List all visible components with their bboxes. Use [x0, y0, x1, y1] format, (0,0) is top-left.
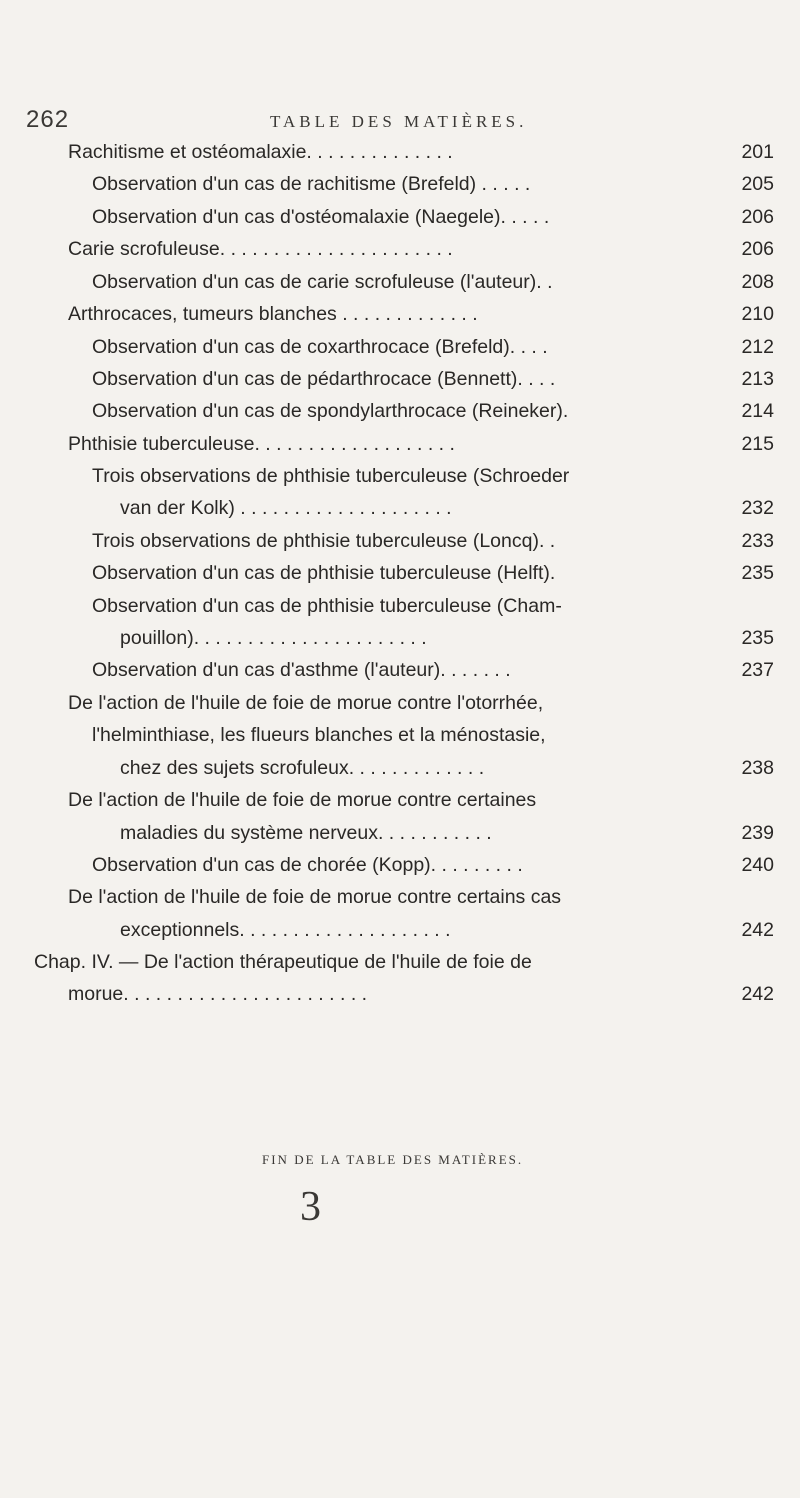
toc-entry-page: 201 [741, 141, 774, 163]
running-head: TABLE DES MATIÈRES. [270, 112, 528, 131]
toc-entry-page: 215 [741, 433, 774, 455]
toc-entry-page: 238 [741, 757, 774, 779]
toc-entry-text: l'helminthiase, les flueurs blanches et la ménostasie, [92, 724, 546, 746]
toc-entry-text: Observation d'un cas de rachitisme (Brefeld) . . . . . [92, 173, 531, 195]
toc-entry-page: 212 [741, 336, 774, 358]
toc-entry-text: Observation d'un cas de phthisie tuberculeuse (Helft). [92, 562, 556, 584]
toc-entry-text: Observation d'un cas de pédarthrocace (Bennett). . . . [92, 368, 556, 390]
toc-entry-page: 214 [741, 400, 774, 422]
toc-entry-text: Trois observations de phthisie tuberculeuse (Loncq). . [92, 530, 556, 552]
toc-entry-page: 242 [741, 983, 774, 1005]
toc-entry-page: 210 [741, 303, 774, 325]
toc-entry-page: 213 [741, 368, 774, 390]
toc-entry-text: Observation d'un cas d'asthme (l'auteur). . . . . . . [92, 659, 511, 681]
toc-entry-page: 208 [741, 271, 774, 293]
toc-entry-text: Observation d'un cas de phthisie tuberculeuse (Cham- [92, 595, 562, 617]
toc-entry-text: Observation d'un cas de spondylarthrocace (Reineker). [92, 400, 569, 422]
page-number: 262 [26, 106, 70, 133]
toc-entry-text: pouillon). . . . . . . . . . . . . . . . . . . . . . [120, 627, 427, 649]
toc-entry-page: 240 [741, 854, 774, 876]
toc-entry-text: Arthrocaces, tumeurs blanches . . . . . . . . . . . . . [68, 303, 478, 325]
end-of-table-note: FIN DE LA TABLE DES MATIÈRES. [262, 1152, 524, 1167]
toc-entry-text: Observation d'un cas d'ostéomalaxie (Naegele). . . . . [92, 206, 550, 228]
toc-entry-text: De l'action de l'huile de foie de morue contre certaines [68, 789, 537, 811]
toc-entry-text: Phthisie tuberculeuse. . . . . . . . . . . . . . . . . . . [68, 433, 455, 455]
toc-entry-page: 232 [741, 497, 774, 519]
toc-entry-text: van der Kolk) . . . . . . . . . . . . . . . . . . . . [120, 497, 452, 519]
toc-entry-text: De l'action de l'huile de foie de morue contre l'otorrhée, [68, 692, 544, 714]
toc-entry-text: Observation d'un cas de carie scrofuleuse (l'auteur). . [92, 271, 553, 293]
toc-entry-text: De l'action de l'huile de foie de morue contre certains cas [68, 886, 562, 908]
toc-entry-text: Trois observations de phthisie tuberculeuse (Schroeder [92, 465, 570, 487]
toc-entry-text: maladies du système nerveux. . . . . . . . . . . [120, 822, 492, 844]
toc-entry-page: 239 [741, 822, 774, 844]
toc-entry-text: chez des sujets scrofuleux. . . . . . . . . . . . . [120, 757, 485, 779]
toc-entry-text: exceptionnels. . . . . . . . . . . . . . . . . . . . [120, 919, 451, 941]
toc-entry-page: 242 [741, 919, 774, 941]
toc-entry-text: Observation d'un cas de chorée (Kopp). . . . . . . . . [92, 854, 523, 876]
toc-entry-text: Chap. IV. — De l'action thérapeutique de l'huile de foie de [34, 951, 532, 973]
toc-entry-page: 235 [741, 627, 774, 649]
toc-entry-page: 205 [741, 173, 774, 195]
toc-entry-text: Observation d'un cas de coxarthrocace (Brefeld). . . . [92, 336, 548, 358]
toc-entry-page: 235 [741, 562, 774, 584]
toc-entry-page: 237 [741, 659, 774, 681]
toc-entry-page: 206 [741, 206, 774, 228]
handwritten-mark: 3 [300, 1184, 321, 1230]
toc-entry-page: 233 [741, 530, 774, 552]
toc-entry-page: 206 [741, 238, 774, 260]
toc-entry-text: morue. . . . . . . . . . . . . . . . . . . . . . . [68, 983, 368, 1005]
toc-entry-text: Carie scrofuleuse. . . . . . . . . . . . . . . . . . . . . . [68, 238, 453, 260]
toc-entry-text: Rachitisme et ostéomalaxie. . . . . . . . . . . . . . [68, 141, 453, 163]
